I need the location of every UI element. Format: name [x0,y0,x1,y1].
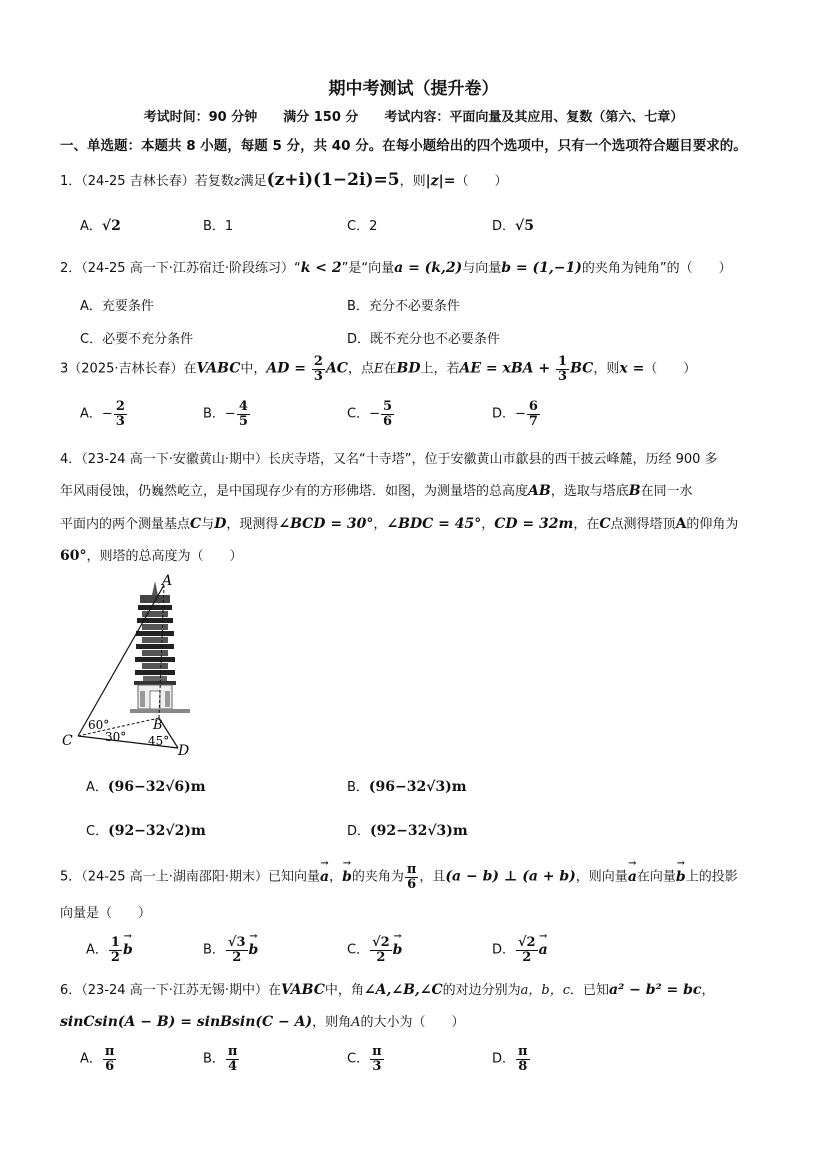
q4-text: ，选取与塔底 [550,484,629,499]
option-letter: D． [492,1051,516,1067]
q1-option-a[interactable] [80,215,121,234]
q4-text: 点测得塔顶 [610,517,676,532]
option-letter: C． [86,824,109,839]
q2-text: “ [293,261,301,276]
option-frac [114,400,127,428]
question-5-line2: 向量是（ ） [60,906,152,921]
q6-angle-a: A [351,1015,361,1030]
option-value: 既不充分也不必要条件 [370,332,501,347]
q2-vector-a: a = (k,2) [394,260,463,276]
question-6-line2 [60,1011,465,1030]
q1-source: （24-25 吉林长春） [81,174,195,189]
q4-text: ， [481,517,495,532]
q2-vector-b: b = (1,−1) [501,260,582,276]
frac-den: 2 [522,949,532,965]
option-letter: D． [492,219,516,234]
frac-den: 3 [313,368,323,384]
q1-text: （ ） [455,174,508,189]
q4-pt: C [190,516,202,532]
q6-triangle: VABC [280,982,325,998]
q2-number: 2． [60,261,82,276]
frac-num: π [227,1044,238,1059]
frac-num: √3 [227,935,246,950]
option-value: 1 [224,219,234,234]
q3-text: 中， [240,361,267,377]
option-letter: A． [80,219,102,234]
q5-number: 5． [60,869,82,885]
q2-source: （24-25 高一下·江苏宿迁·阶段练习） [81,261,294,276]
q2-option-a[interactable] [80,295,154,314]
option-letter: A． [80,406,102,422]
q1-option-d[interactable] [492,215,534,234]
frac-den: 3 [372,1058,382,1074]
option-letter: B． [347,780,369,795]
q5-text: ，则向量 [575,869,628,885]
option-vec: → a [539,942,548,958]
q2-option-b[interactable] [347,295,460,314]
option-frac [226,936,248,964]
frac-den: 7 [528,413,538,429]
q2-condition: k < 2 [300,260,342,276]
q5-text: 的夹角为 [351,869,404,885]
option-value: √5 [515,218,534,234]
q5-angle-frac [405,863,419,891]
label-c: C [62,733,73,749]
q5-option-d[interactable] [492,936,548,964]
q5-source: （24-25 高一上·湖南邵阳·期末） [81,869,268,885]
option-value: 2 [369,219,378,234]
option-letter: C． [347,406,370,422]
frac-num: π [372,1044,382,1059]
q6-sides: a，b，c [520,983,571,998]
frac-num: 1 [558,354,568,369]
q2-option-d[interactable] [347,328,500,347]
option-sign: − [224,406,236,422]
frac-den: 3 [115,413,125,429]
option-value: 必要不充分条件 [102,332,194,347]
q6-text: 在 [267,983,281,998]
frac-num: π [406,862,417,877]
q3-triangle: VABC [196,360,241,377]
q1-option-c[interactable] [347,215,377,234]
q4-text: ，在 [573,517,600,532]
question-6 [60,979,714,998]
option-letter: C． [347,219,370,234]
q6-angles: ∠A,∠B,∠C [363,982,443,998]
q6-source: （23-24 高一下·江苏无锡·期中） [81,983,268,998]
q6-option-a[interactable] [80,1045,117,1073]
option-frac [516,1045,530,1073]
option-letter: A． [86,780,108,795]
q1-text: 满足 [240,174,267,189]
label-b: B [153,718,163,733]
option-frac [103,1045,117,1073]
q3-eq1: AD = [266,360,311,377]
question-2 [60,257,732,276]
option-value: 充分不必要条件 [368,299,460,314]
q6-number: 6． [60,983,82,998]
q4-text: ， [373,517,387,532]
option-frac [527,400,540,428]
q4-option-a[interactable] [86,776,206,795]
q4-text: 与 [201,517,215,532]
q3-text: ，则 [593,361,620,377]
q4-text: 的仰角为 [686,517,739,532]
q5-text: ， [329,869,343,885]
option-vec: → b [123,942,133,958]
option-letter: D． [347,824,371,839]
q4-text: 平面内的两个测量基点 [60,517,191,532]
q4-text: 年风雨侵蚀，仍巍然屹立，是中国现存少有的方形佛塔．如图，为测量塔的总高度 [60,484,529,499]
question-4-line1 [60,448,718,467]
option-letter: B． [347,299,369,314]
option-letter: A． [86,942,108,958]
frac-num: 1 [110,935,120,950]
option-sign: − [369,406,380,422]
option-letter: C． [80,332,103,347]
question-4-line4 [60,545,243,564]
q3-frac1 [312,355,325,383]
q2-text: ”是“向量 [341,261,395,276]
frac-den: 8 [518,1058,528,1074]
q3-point: E [373,361,384,377]
option-letter: D． [347,332,371,347]
option-value: (92−32√3)m [370,823,468,839]
frac-den: 6 [407,876,417,892]
q3-var: x = [619,360,645,377]
section-heading: 一、单选题：本题共 8 小题，每题 5 分，共 40 分。在每小题给出的四个选项中，只有一个选项符合题目要求的。 [60,138,747,154]
q3-text: ，点 [347,361,374,377]
option-value: (92−32√2)m [108,823,206,839]
frac-den: 6 [105,1058,115,1074]
q3-text: （ ） [644,361,697,377]
q5-vec: → b [342,869,352,885]
q3-text: 在 [383,361,397,377]
q6-option-d[interactable] [492,1045,531,1073]
question-5 [60,863,738,891]
q4-pt-b: B [628,483,641,499]
q5-perp: (a − b) ⊥ (a + b) [445,868,576,885]
question-1 [60,170,507,190]
option-value: (96−32√3)m [368,779,467,795]
label-45: 45° [148,734,170,748]
q4-pt: A [675,516,687,532]
q4-option-d[interactable] [347,820,468,839]
q2-text: 与向量 [462,261,502,276]
q6-option-c[interactable] [347,1045,385,1073]
q3-option-a[interactable] [80,400,128,428]
option-letter: B． [203,1051,225,1067]
q4-text: 在同一水 [640,484,693,499]
q5-vec: → a [320,869,329,885]
q5-vec: → b [676,869,686,885]
q2-option-c[interactable] [80,328,193,347]
option-letter: D． [492,942,516,958]
q4-option-c[interactable] [86,820,206,839]
q1-text: ，则 [399,174,426,189]
frac-num: 5 [382,399,393,414]
q3-eq1b: AC [325,360,348,377]
q4-angle: ∠BCD = 30° [278,516,374,532]
q3-eq2b: BC [570,360,594,377]
option-frac [226,1045,240,1073]
q2-text: 的夹角为钝角”的（ ） [581,261,732,276]
frac-num: 6 [528,399,538,414]
option-letter: A． [80,1051,102,1067]
frac-num: 2 [115,399,125,414]
q5-option-b[interactable] [203,936,258,964]
option-frac [370,936,392,964]
label-60: 60° [88,718,110,732]
q4-text: ，则塔的总高度为（ ） [86,549,243,564]
q3-eq2: AE = xBA + [459,360,556,377]
option-sign: − [515,406,526,422]
q3-source: （2025·吉林长春） [68,361,184,377]
frac-den: 2 [232,949,242,965]
q6-text: 中，角 [324,983,364,998]
q6-text: ， [701,983,715,998]
q5-text: 在向量 [636,869,676,885]
option-letter: A． [80,299,102,314]
q6-eq: a² − b² = bc [609,982,702,998]
q1-formula2: |z|= [425,173,456,189]
frac-num: 4 [238,399,248,414]
q3-text: 在 [183,361,197,377]
q4-text: ，现测得 [226,517,279,532]
option-vec: → b [249,942,259,958]
option-value: 充要条件 [101,299,154,314]
q5-text: ，且 [419,869,446,885]
q4-angle: 60° [60,548,87,564]
pagoda-illustration [130,581,190,713]
question-4-line2 [60,480,693,499]
q3-segment: BD [396,360,421,377]
pagoda-figure [60,573,205,758]
frac-num: π [104,1044,115,1059]
option-frac [370,1045,384,1073]
q4-pt: C [599,516,611,532]
q6-text: 的大小为（ ） [360,1015,465,1030]
option-letter: D． [492,406,516,422]
option-letter: B． [203,406,225,422]
q1-formula: (z+i)(1−2i)=5 [266,170,400,190]
label-30: 30° [105,730,127,744]
frac-den: 6 [382,413,393,429]
q6-eq2: sinCsin(A − B) = sinBsin(C − A) [60,1014,313,1030]
option-frac [237,400,250,428]
option-vec: → b [393,942,403,958]
frac-num: 2 [313,354,323,369]
frac-num: √2 [518,935,536,950]
frac-num: π [518,1044,528,1059]
q3-option-c[interactable] [347,400,395,428]
option-letter: C． [347,1051,370,1067]
q4-length: CD = 32m [494,516,574,532]
q3-option-b[interactable] [203,400,251,428]
option-letter: B． [203,219,225,234]
option-letter: B． [203,942,225,958]
page-title: 期中考测试（提升卷） [328,79,499,99]
q5-option-a[interactable] [86,936,133,964]
frac-den: 3 [558,368,568,384]
q3-frac2 [556,355,569,383]
q1-text: 若复数 [194,174,234,189]
q3-option-d[interactable] [492,400,541,428]
q1-option-b[interactable] [203,215,233,234]
option-value: √2 [101,218,121,234]
option-frac [109,936,122,964]
q6-text: 的对边分别为 [442,983,521,998]
q4-pt: D [214,516,227,532]
frac-den: 5 [238,413,248,429]
q5-vec: → a [628,869,637,885]
q5-text: 上的投影 [685,869,738,885]
frac-den: 4 [228,1058,238,1074]
q3-text: 上，若 [420,361,460,377]
option-letter: C． [347,942,370,958]
q4-source: （23-24 高一下·安徽黄山·期中） [81,452,268,467]
option-value: (96−32√6)m [107,779,206,795]
q1-number: 1． [60,174,82,189]
q5-text: 已知向量 [267,869,320,885]
q6-text: ．已知 [570,983,610,998]
q4-angle: ∠BDC = 45° [386,516,482,532]
q4-text: 长庆寺塔，又名“十寺塔”，位于安徽黄山市歙县的西干披云峰麓，历经 900 多 [267,452,718,467]
frac-den: 2 [110,949,120,965]
option-frac [516,936,538,964]
question-4-line3 [60,513,738,532]
question-3 [60,355,696,383]
q5-option-c[interactable] [347,936,402,964]
q4-option-b[interactable] [347,776,467,795]
q4-seg-ab: AB [528,483,551,499]
label-d: D [178,743,190,758]
option-frac [381,400,394,428]
q6-text: ，则角 [312,1015,352,1030]
q1-var: z [233,174,241,189]
q3-number: 3 [60,361,69,377]
frac-den: 2 [376,949,386,965]
exam-meta: 考试时间：90 分钟 满分 150 分 考试内容：平面向量及其应用、复数（第六、七章） [143,110,684,125]
option-sign: − [101,406,113,422]
q4-number: 4． [60,452,82,467]
label-a: A [162,573,173,589]
q6-option-b[interactable] [203,1045,240,1073]
frac-num: √2 [372,935,390,950]
